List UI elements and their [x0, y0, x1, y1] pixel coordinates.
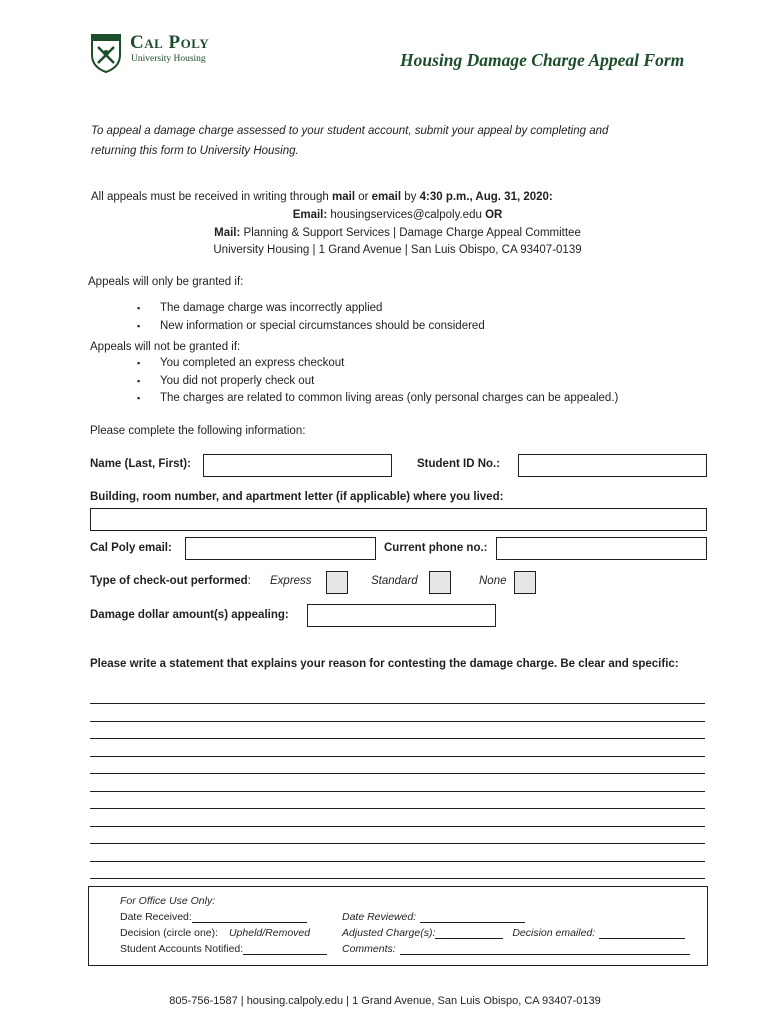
statement-line: [90, 861, 705, 862]
option-none-label: None: [479, 575, 507, 587]
amount-label: Damage dollar amount(s) appealing:: [90, 609, 289, 621]
office-heading: For Office Use Only:: [120, 895, 216, 907]
not-granted-list: [137, 355, 618, 408]
statement-line: [90, 756, 705, 757]
statement-line: [90, 843, 705, 844]
mail-label: Mail:: [214, 227, 241, 239]
date-received-label: Date Received:: [120, 911, 192, 923]
phone-label: Current phone no.:: [384, 542, 488, 554]
checkout-label-text: Type of check-out performed: [90, 575, 248, 587]
statement-area[interactable]: [90, 703, 705, 883]
statement-label: Please write a statement that explains your reason for contesting the damage charge. Be clear and specific:: [90, 658, 679, 670]
decision-emailed-label: Decision emailed:: [512, 927, 596, 939]
deadline-date: 4:30 p.m., Aug. 31, 2020:: [419, 191, 553, 203]
or-word: or: [355, 191, 372, 203]
name-label: Name (Last, First):: [90, 458, 191, 470]
statement-line: [90, 878, 705, 879]
date-reviewed-field[interactable]: [420, 911, 525, 923]
decision-label: Decision (circle one):: [120, 927, 219, 939]
list-item: ▪ The charges are related to common living areas (only personal charges can be appealed.): [137, 390, 618, 408]
student-id-field[interactable]: [518, 454, 707, 477]
building-label: Building, room number, and apartment letter (if applicable) where you lived:: [90, 491, 504, 503]
by-word: by: [401, 191, 420, 203]
logo-subtitle: University Housing: [131, 54, 206, 64]
email-field[interactable]: [185, 537, 376, 560]
checkout-colon: :: [247, 575, 251, 587]
mail-line: [90, 227, 705, 239]
logo-title: Cal Poly: [130, 32, 210, 53]
statement-line: [90, 791, 705, 792]
email-label: Cal Poly email:: [90, 542, 172, 554]
date-received-field[interactable]: [192, 911, 307, 923]
option-express-label: Express: [270, 575, 312, 587]
notified-label: Student Accounts Notified:: [120, 943, 244, 955]
address-line: University Housing | 1 Grand Avenue | San Luis Obispo, CA 93407-0139: [213, 244, 582, 256]
adjusted-label: Adjusted Charge(s):: [342, 927, 436, 939]
statement-line: [90, 738, 705, 739]
comments-field[interactable]: [400, 943, 690, 955]
standard-checkbox[interactable]: [429, 571, 451, 594]
statement-line: [90, 773, 705, 774]
not-granted-heading: Appeals will not be granted if:: [90, 341, 241, 353]
granted-heading: Appeals will only be granted if:: [88, 276, 244, 288]
decision-emailed-field[interactable]: [599, 927, 685, 939]
intro-line-2: returning this form to University Housing.: [91, 145, 299, 157]
email-line: [90, 209, 705, 221]
date-received-row: [120, 911, 307, 923]
express-checkbox[interactable]: [326, 571, 348, 594]
notified-row: [120, 943, 327, 955]
list-item: ▪ You did not properly check out: [137, 373, 618, 391]
email-label: Email:: [292, 209, 328, 221]
list-item: ▪ You completed an express checkout: [137, 355, 618, 373]
statement-line: [90, 721, 705, 722]
cal-poly-logo: [90, 33, 122, 76]
form-title: Housing Damage Charge Appeal Form: [400, 50, 685, 70]
comments-label: Comments:: [342, 943, 396, 955]
comments-row: [342, 943, 690, 955]
decision-row: [120, 927, 310, 939]
email-word: email: [371, 191, 402, 203]
footer-contact: 805-756-1587 | housing.calpoly.edu | 1 Grand Avenue, San Luis Obispo, CA 93407-0139: [169, 995, 601, 1007]
date-reviewed-label: Date Reviewed:: [342, 911, 417, 923]
date-reviewed-row: [342, 911, 525, 923]
list-item: ▪ New information or special circumstances should be considered: [137, 318, 485, 336]
list-item: ▪ The damage charge was incorrectly applied: [137, 300, 485, 318]
or-caps: OR: [485, 209, 503, 221]
form-instructions: Please complete the following information:: [90, 425, 306, 437]
decision-options[interactable]: Upheld/Removed: [228, 927, 311, 939]
intro-text: [91, 121, 691, 161]
statement-line: [90, 826, 705, 827]
seal-icon: [90, 33, 122, 73]
intro-line-1: To appeal a damage charge assessed to your student account, submit your appeal by completing and: [91, 125, 609, 137]
mail-word: mail: [332, 191, 356, 203]
phone-field[interactable]: [496, 537, 707, 560]
checkout-label: [90, 575, 251, 587]
notified-field[interactable]: [243, 943, 327, 955]
name-field[interactable]: [203, 454, 392, 477]
amount-field[interactable]: [307, 604, 496, 627]
statement-line: [90, 808, 705, 809]
building-field[interactable]: [90, 508, 707, 531]
statement-line: [90, 703, 705, 704]
adjusted-row: [342, 927, 685, 939]
option-standard-label: Standard: [371, 575, 418, 587]
student-id-label: Student ID No.:: [417, 458, 501, 470]
mail-address: Planning & Support Services | Damage Charge Appeal Committee: [240, 227, 581, 239]
granted-list: [137, 300, 485, 335]
deadline-prefix: All appeals must be received in writing through: [91, 191, 332, 203]
adjusted-field[interactable]: [435, 927, 503, 939]
deadline-line: [91, 191, 553, 203]
none-checkbox[interactable]: [514, 571, 536, 594]
office-use-box: [88, 886, 708, 966]
email-address: housingservices@calpoly.edu: [327, 209, 486, 221]
